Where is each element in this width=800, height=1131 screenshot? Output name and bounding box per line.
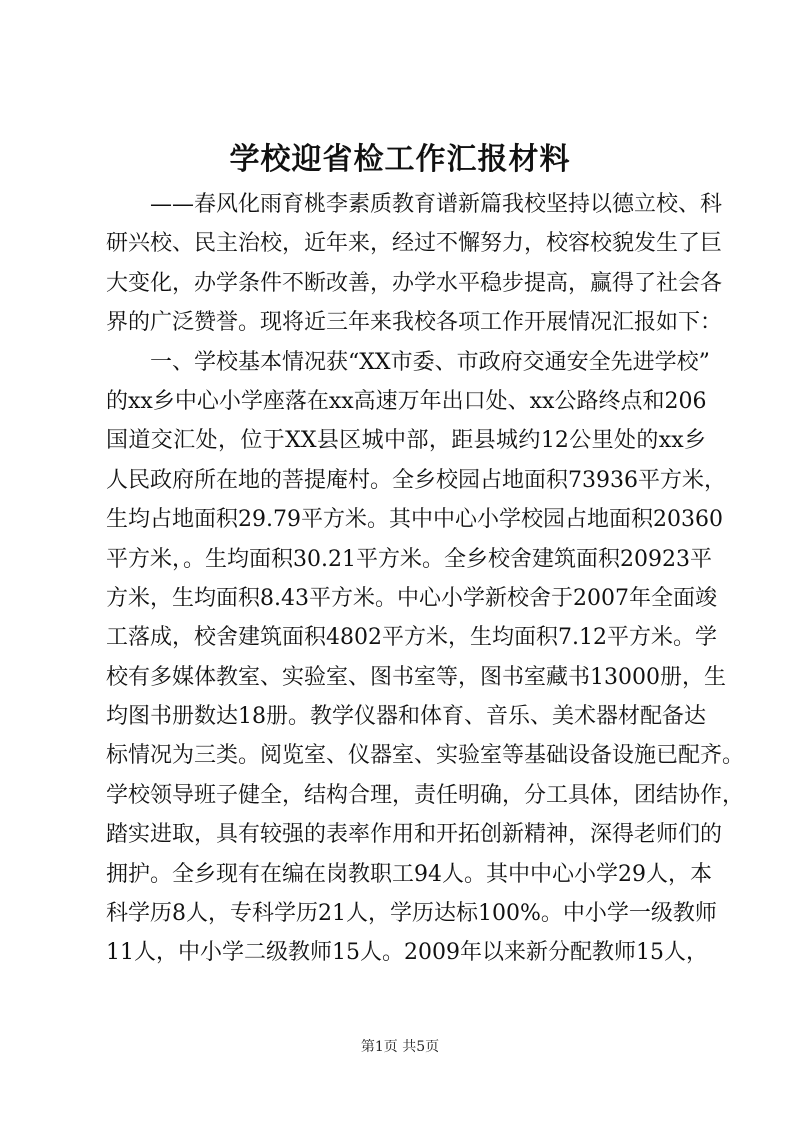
body-line: 工落成，校舍建筑面积4802平方米，生均面积7.12平方米。学 — [106, 625, 717, 651]
body-line: 方米，生均面积8.43平方米。中心小学新校舍于2007年全面竣 — [106, 585, 717, 611]
document-title: 学校迎省检工作汇报材料 — [229, 142, 571, 177]
body-line: 均图书册数达18册。教学仪器和体育、音乐、美术器材配备达 — [106, 704, 706, 730]
body-line: 界的广泛赞誉。现将近三年来我校各项工作开展情况汇报如下： — [106, 310, 723, 336]
body-line: 生均占地面积29.79平方米。其中中心小学校园占地面积20360 — [106, 507, 723, 533]
body-line: 一、学校基本情况获“XX市委、市政府交通安全先进学校” — [150, 349, 710, 375]
body-line: 标情况为三类。阅览室、仪器室、实验室等基础设备设施已配齐。 — [106, 743, 745, 769]
page-footer: 第1页 共5页 — [360, 1039, 440, 1055]
body-line: 踏实进取，具有较强的表率作用和开拓创新精神，深得老师们的 — [106, 822, 723, 848]
body-line: 国道交汇处，位于XX县区城中部，距县城约12公里处的xx乡 — [106, 428, 706, 454]
body-line: 的xx乡中心小学座落在xx高速万年出口处、xx公路终点和206 — [106, 388, 707, 414]
document-body — [106, 185, 745, 973]
body-line: 学校领导班子健全，结构合理，责任明确，分工具体，团结协作， — [106, 782, 745, 808]
body-line: 校有多媒体教室、实验室、图书室等，图书室藏书13000册，生 — [106, 664, 726, 690]
body-line: 平方米，。生均面积30.21平方米。全乡校舍建筑面积20923平 — [106, 546, 712, 572]
body-line: 科学历8人，专科学历21人，学历达标100%。中小学一级教师 — [106, 901, 717, 927]
body-line: 11人，中小学二级教师15人。2009年以来新分配教师15人， — [106, 940, 708, 966]
body-line: 大变化，办学条件不断改善，办学水平稳步提高，赢得了社会各 — [106, 270, 723, 296]
body-line: 人民政府所在地的菩提庵村。全乡校园占地面积73936平方米， — [106, 467, 726, 493]
body-line: 拥护。全乡现有在编在岗教职工94人。其中中心小学29人，本 — [106, 861, 712, 887]
body-line: ——春风化雨育桃李素质教育谱新篇我校坚持以德立校、科 — [150, 192, 723, 217]
body-line: 研兴校、民主治校，近年来，经过不懈努力，校容校貌发生了巨 — [106, 231, 723, 257]
